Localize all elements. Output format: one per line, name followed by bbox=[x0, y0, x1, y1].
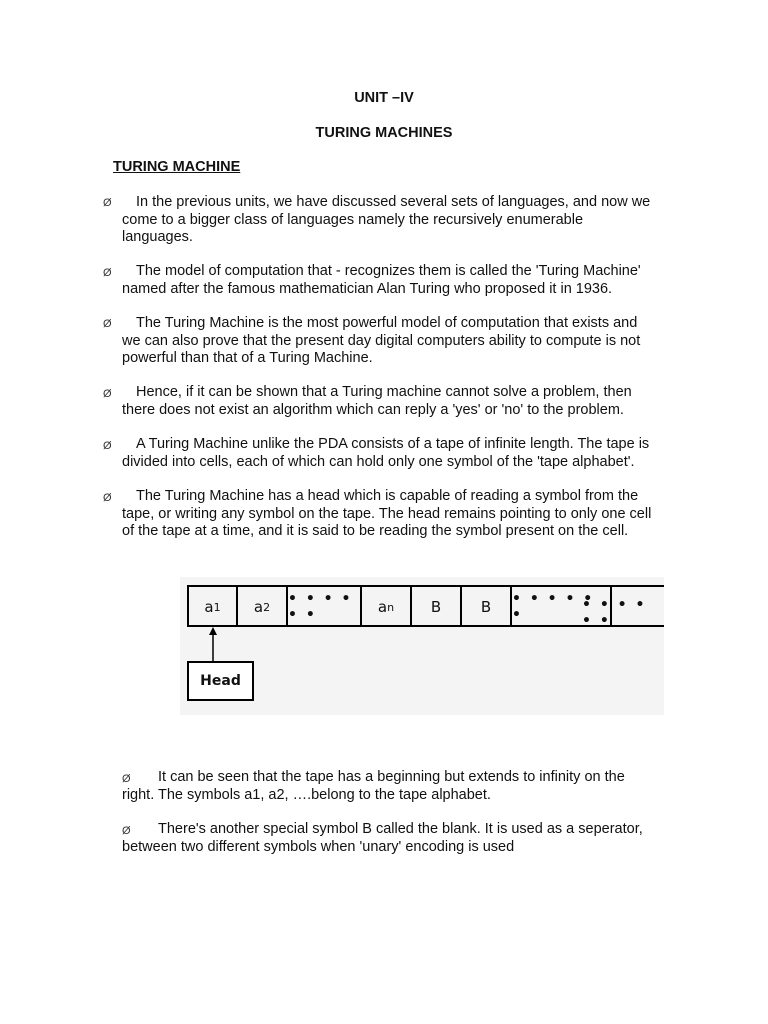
paragraph: The Turing Machine is the most powerful model of computation that exists and we can also prove that the present day digital computers ability to compute is not powerful than that of a Turing Machine. bbox=[122, 315, 641, 366]
paragraph: In the previous units, we have discussed several sets of languages, and now we come to a bigger class of languages namely the recursively enumerable languages. bbox=[122, 194, 651, 245]
paragraph: Hence, if it can be shown that a Turing machine cannot solve a problem, then there does not exist an algorithm which can reply a 'yes' or 'no' to the problem. bbox=[122, 384, 632, 418]
paragraph: The Turing Machine has a head which is capable of reading a symbol from the tape, or writing any symbol on the tape. The head remains pointing to only one cell of the tape at a time, and it is said to be reading the symbol present on the cell. bbox=[122, 488, 652, 539]
paragraph: It can be seen that the tape has a beginning but extends to infinity on the right. The symbols a1, a2, ….belong to the tape alphabet. bbox=[122, 769, 625, 803]
tape-extension: • • • • • • bbox=[612, 585, 664, 627]
tape-cell: B bbox=[462, 587, 512, 627]
tape-cell: • • • • • • bbox=[288, 587, 362, 627]
bullet-icon: Ø bbox=[122, 825, 131, 837]
turing-tape-diagram bbox=[180, 577, 664, 715]
bullet-icon: Ø bbox=[103, 388, 112, 400]
bullet-icon: Ø bbox=[103, 267, 112, 279]
head-label: Head bbox=[200, 673, 241, 689]
tape-cell: B bbox=[412, 587, 462, 627]
tape-cell: a 2 bbox=[238, 587, 288, 627]
tape-cell: a 1 bbox=[189, 587, 238, 627]
paragraph: The model of computation that - recognizes them is called the 'Turing Machine' named after the famous mathematician Alan Turing who proposed it in 1936. bbox=[122, 263, 641, 297]
tape-cell: • • • • • • bbox=[512, 587, 612, 627]
unit-label: UNIT –IV bbox=[354, 90, 414, 106]
bullet-icon: Ø bbox=[103, 440, 112, 452]
bullet-icon: Ø bbox=[103, 492, 112, 504]
bullet-icon: Ø bbox=[122, 773, 131, 785]
head-box bbox=[187, 661, 254, 701]
bullet-icon: Ø bbox=[103, 197, 112, 209]
paragraph: A Turing Machine unlike the PDA consists of a tape of infinite length. The tape is divided into cells, each of which can hold only one symbol of the 'tape alphabet'. bbox=[122, 436, 650, 470]
chapter-title: TURING MACHINES bbox=[315, 125, 453, 141]
tape-cell: a n bbox=[362, 587, 412, 627]
paragraph: There's another special symbol B called the blank. It is used as a seperator, between two different symbols when 'unary' encoding is used bbox=[122, 821, 643, 855]
bullet-icon: Ø bbox=[103, 318, 112, 330]
section-heading: TURING MACHINE bbox=[113, 159, 241, 175]
